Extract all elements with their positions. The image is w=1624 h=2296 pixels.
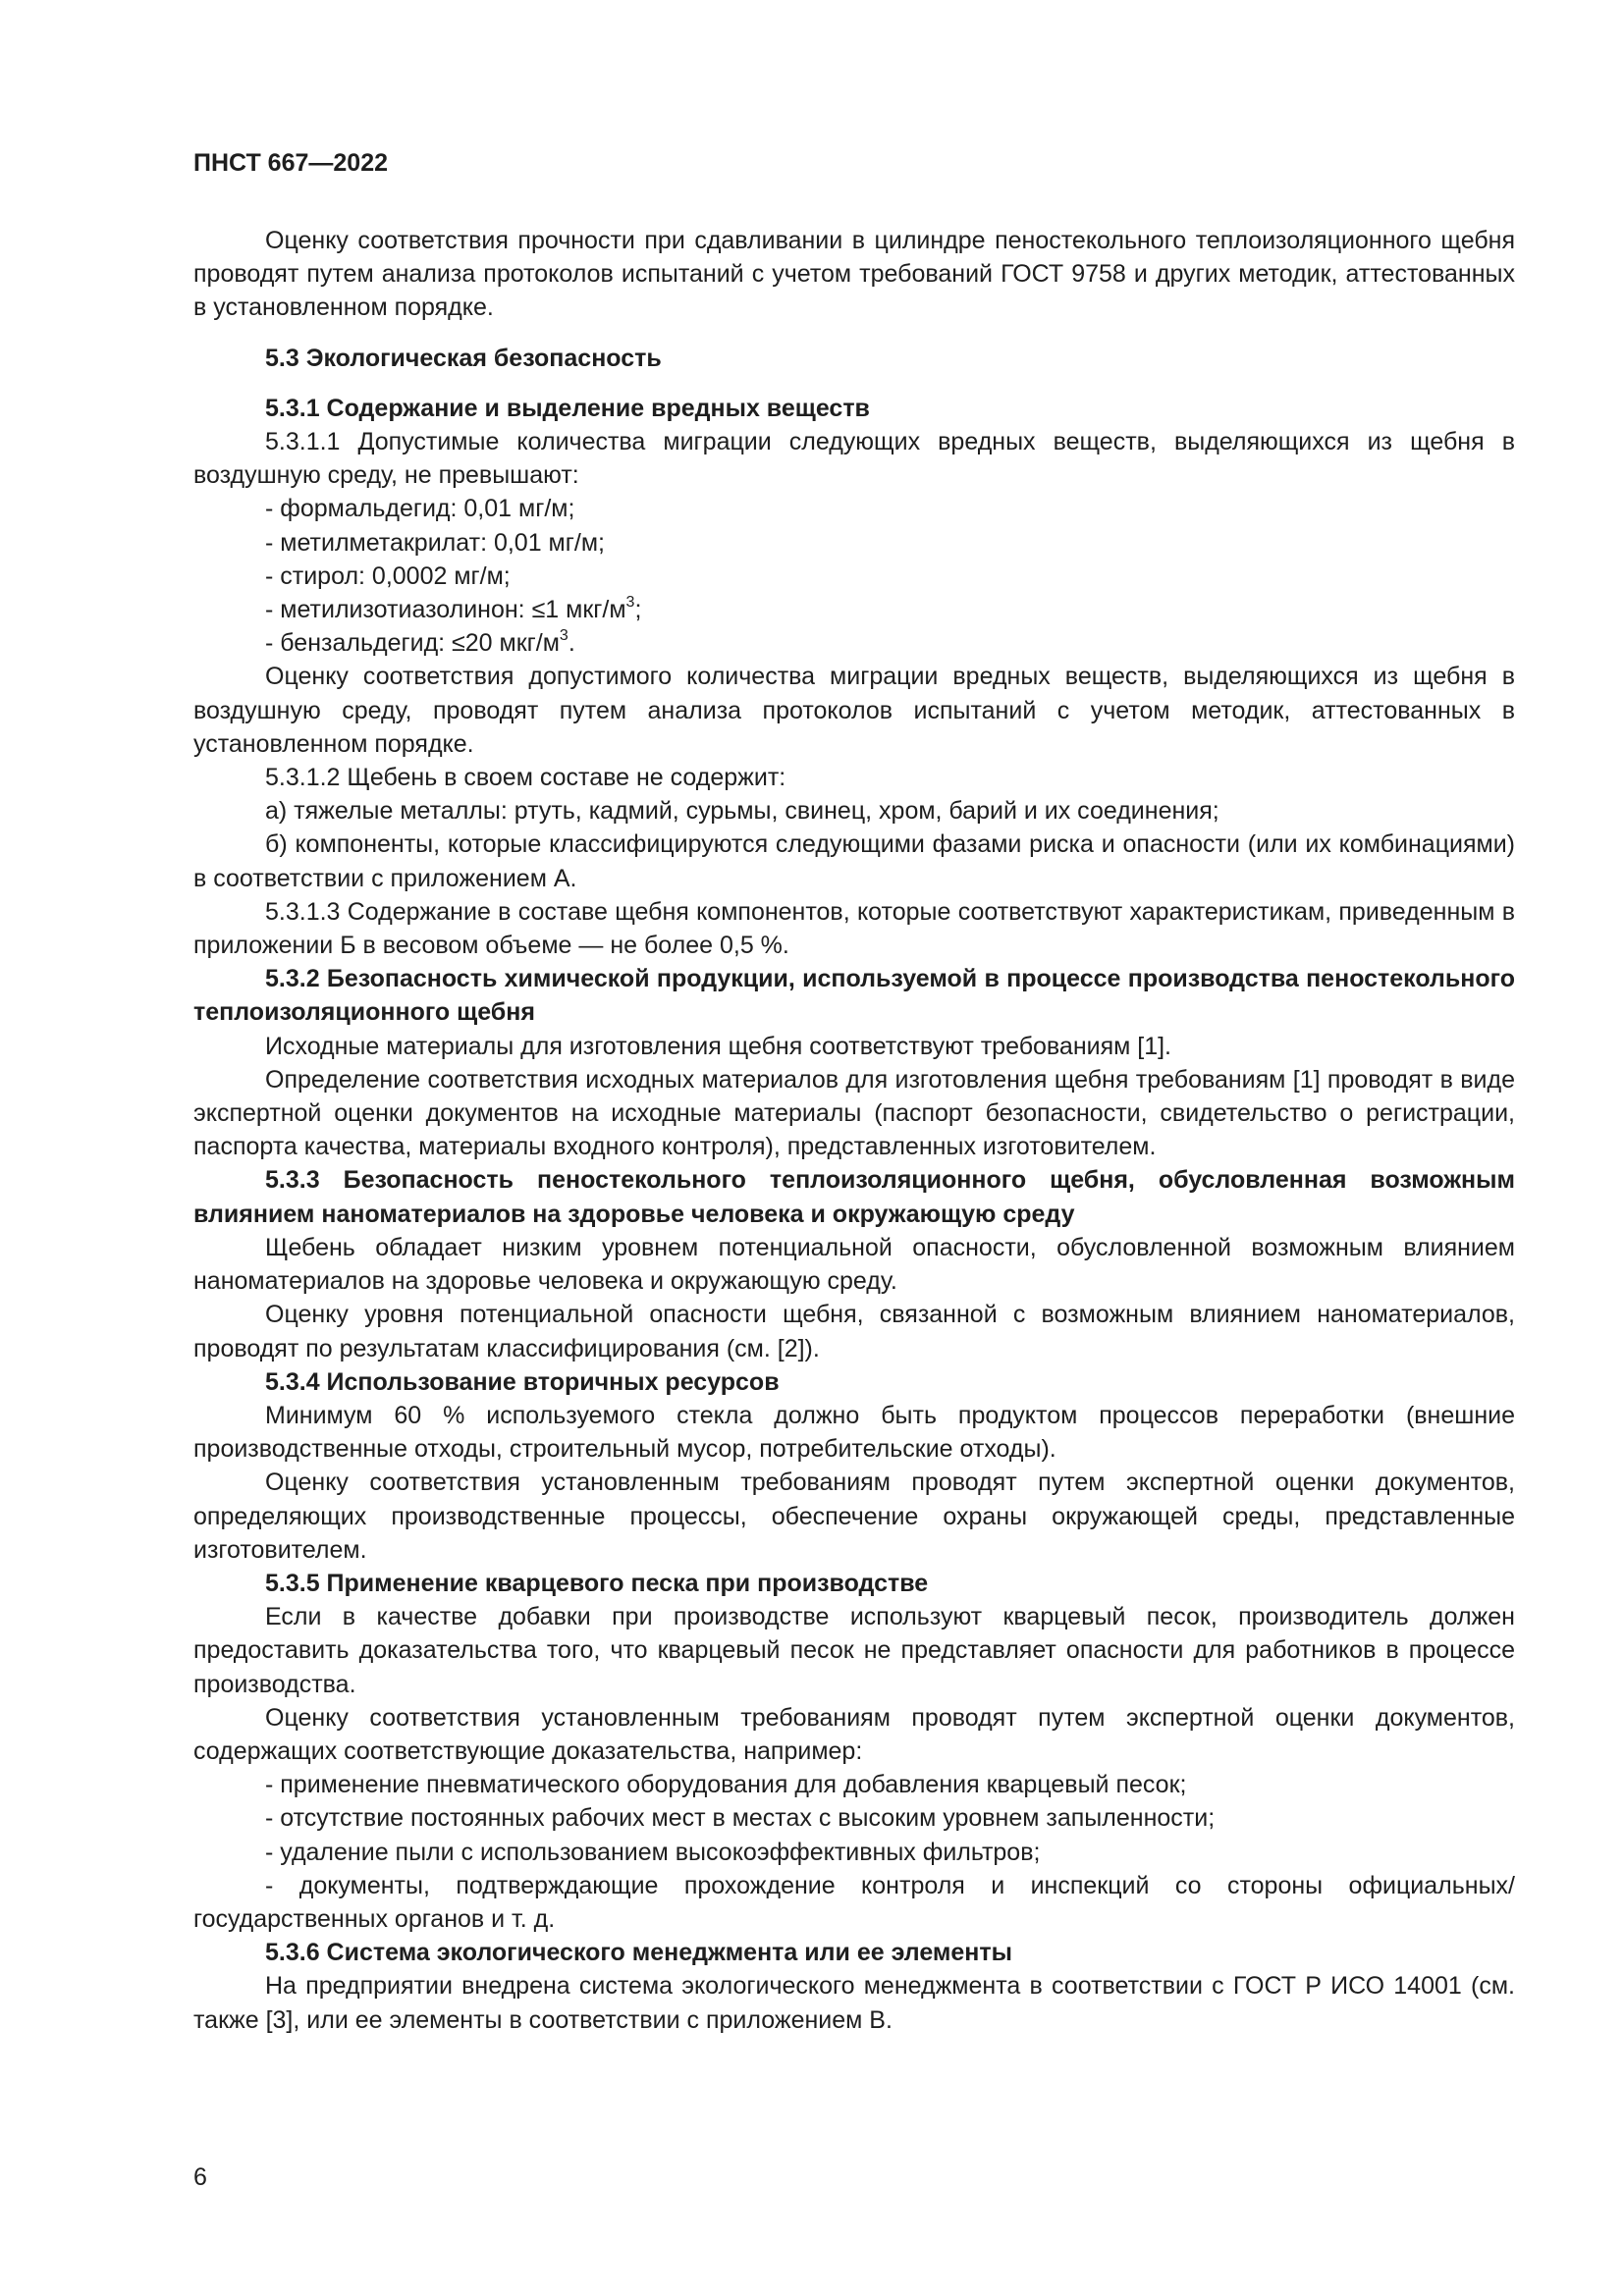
paragraph-5-3-2-a: Исходные материалы для изготовления щебня соответствуют требованиям [1]. bbox=[265, 1032, 1171, 1060]
list-item-benzaldehyde-text: - бензальдегид: ≤20 мкг/м bbox=[265, 629, 560, 658]
list-item-isothiazolinone-text: - метилизотиазолинон: ≤1 мкг/м bbox=[265, 596, 626, 624]
list-item-methacrylate: - метилметакрилат: 0,01 мг/м; bbox=[265, 528, 605, 557]
list-item-a: а) тяжелые металлы: ртуть, кадмий, сурьмы, свинец, хром, барий и их соединения; bbox=[265, 797, 1219, 826]
paragraph-5-3-3-a: Щебень обладает низким уровнем потенциальной опасности, обусловленной возможным влиянием наноматериалов на здоровье человека и окружающую среду. bbox=[193, 1233, 1515, 1296]
section-heading-5-3-1: 5.3.1 Содержание и выделение вредных веществ bbox=[265, 394, 870, 422]
list-item-b: б) компоненты, которые классифицируются следующими фазами риска и опасности (или их комбинациями) в соответствии с приложением А. bbox=[193, 830, 1515, 892]
document-id-header: ПНСТ 667—2022 bbox=[193, 149, 388, 177]
list-item-no-workplaces: - отсутствие постоянных рабочих мест в местах с высоким уровнем запыленности; bbox=[265, 1804, 1216, 1833]
paragraph-5-3-1-3: 5.3.1.3 Содержание в составе щебня компонентов, которые соответствуют характеристикам, приведенным в приложении Б в весовом объеме — не более 0,5 %. bbox=[193, 897, 1515, 960]
list-item-dust-removal: - удаление пыли с использованием высокоэффективных фильтров; bbox=[265, 1838, 1041, 1866]
page-number: 6 bbox=[193, 2163, 207, 2191]
paragraph-5-3-3-b: Оценку уровня потенциальной опасности щебня, связанной с возможным влиянием наноматериалов, проводят по результатам классифицирования (см. [2]). bbox=[193, 1301, 1515, 1362]
paragraph-5-3-5-b: Оценку соответствия установленным требованиям проводят путем экспертной оценки документов, содержащих соответствующие доказательства, например: bbox=[193, 1703, 1515, 1765]
list-item-styrene: - стирол: 0,0002 мг/м; bbox=[265, 561, 511, 590]
section-heading-5-3-6: 5.3.6 Система экологического менеджмента или ее элементы bbox=[265, 1939, 1012, 1967]
paragraph-assess-migration: Оценку соответствия допустимого количества миграции вредных веществ, выделяющихся из щебня в воздушную среду, проводят путем анализа протоколов испытаний с учетом методик, аттестованных в установленном порядке. bbox=[193, 663, 1515, 758]
paragraph-5-3-2-b: Определение соответствия исходных материалов для изготовления щебня требованиям [1] проводят в виде экспертной оценки документов на исходные материалы (паспорт безопасности, свидетельство о регистрации, паспорта качества, материалы входного контроля), представленных изготовителем. bbox=[193, 1065, 1515, 1161]
paragraph-5-3-1-2: 5.3.1.2 Щебень в своем составе не содержит: bbox=[265, 764, 786, 792]
paragraph-5-3-4-a: Минимум 60 % используемого стекла должно быть продуктом процессов переработки (внешние производственные отходы, строительный мусор, потребительские отходы). bbox=[193, 1401, 1515, 1464]
section-heading-5-3-3: 5.3.3 Безопасность пеностекольного теплоизоляционного щебня, обусловленная возможным влиянием наноматериалов на здоровье человека и окружающую среду bbox=[193, 1166, 1515, 1228]
list-item-documents: - документы, подтверждающие прохождение контроля и инспекций со стороны официальных/государственных органов и т. д. bbox=[193, 1871, 1515, 1933]
list-item-benzaldehyde-end: . bbox=[568, 629, 575, 658]
superscript-3: 3 bbox=[625, 593, 635, 611]
list-item-formaldehyde: - формальдегид: 0,01 мг/м; bbox=[265, 495, 575, 523]
paragraph-5-3-5-a: Если в качестве добавки при производстве используют кварцевый песок, производитель должен предоставить доказательства того, что кварцевый песок не представляет опасности для работников в процессе производства. bbox=[193, 1603, 1515, 1698]
document-body bbox=[193, 224, 1515, 2037]
section-heading-5-3-2: 5.3.2 Безопасность химической продукции, используемой в процессе производства пеностекольного теплоизоляционного щебня bbox=[193, 965, 1515, 1027]
list-item-pneumatic: - применение пневматического оборудования для добавления кварцевый песок; bbox=[265, 1771, 1187, 1799]
paragraph-5-3-6: На предприятии внедрена система экологического менеджмента в соответствии с ГОСТ Р ИСО 14001 (см. также [3], или ее элементы в соответствии с приложением В. bbox=[193, 1972, 1515, 2034]
section-heading-5-3-5: 5.3.5 Применение кварцевого песка при производстве bbox=[265, 1569, 929, 1597]
section-heading-5-3-4: 5.3.4 Использование вторичных ресурсов bbox=[265, 1367, 780, 1396]
list-item-isothiazolinone-end: ; bbox=[634, 596, 642, 624]
section-heading-5-3: 5.3 Экологическая безопасность bbox=[265, 344, 662, 372]
paragraph-5-3-4-b: Оценку соответствия установленным требованиям проводят путем экспертной оценки документов, определяющих производственные процессы, обеспечение охраны окружающей среды, представленные изготовителем. bbox=[193, 1468, 1515, 1564]
paragraph-5-3-1-1: 5.3.1.1 Допустимые количества миграции следующих вредных веществ, выделяющихся из щебня в воздушную среду, не превышают: bbox=[193, 428, 1515, 490]
list-item-benzaldehyde bbox=[193, 626, 1515, 660]
paragraph-intro: Оценку соответствия прочности при сдавливании в цилиндре пеностекольного теплоизоляционного щебня проводят путем анализа протоколов испытаний с учетом требований ГОСТ 9758 и других методик, аттестованных в установленном порядке. bbox=[193, 227, 1515, 322]
superscript-3: 3 bbox=[559, 626, 568, 644]
list-item-isothiazolinone bbox=[193, 593, 1515, 626]
